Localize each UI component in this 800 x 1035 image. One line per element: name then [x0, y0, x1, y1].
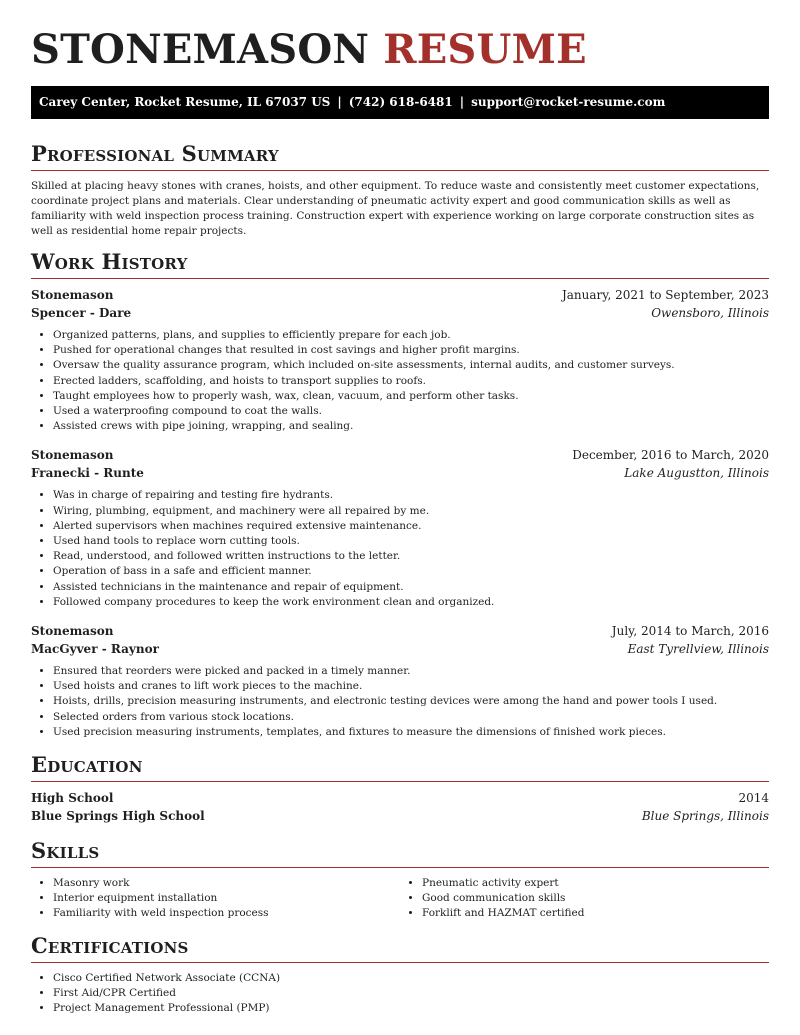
job-bullet: • Used hand tools to replace worn cutting tools.	[53, 534, 769, 549]
job-bullet: • Selected orders from various stock locations.	[53, 710, 769, 725]
education-school: Blue Springs High School	[31, 809, 205, 824]
job-bullet: • Assisted technicians in the maintenance and repair of equipment.	[53, 580, 769, 595]
job-bullet: • Oversaw the quality assurance program, which included on-site assessments, internal audits, and customer surveys.	[53, 358, 769, 373]
job-bullet: • Wiring, plumbing, equipment, and machinery were all repaired by me.	[53, 504, 769, 519]
job-dates: January, 2021 to September, 2023	[561, 288, 769, 302]
job-bullet: • Taught employees how to properly wash, wax, clean, vacuum, and perform other tasks.	[53, 389, 769, 404]
contact-address: Carey Center, Rocket Resume, IL 67037 US	[39, 95, 331, 109]
education-location: Blue Springs, Illinois	[641, 809, 769, 824]
skills-list-left	[31, 876, 400, 922]
job-entry	[31, 286, 769, 434]
skill-item: • Interior equipment installation	[53, 891, 400, 906]
job-title: Stonemason	[31, 624, 114, 639]
certifications-section	[31, 933, 769, 1017]
job-company: MacGyver - Raynor	[31, 642, 159, 657]
skills-list-right	[400, 876, 769, 922]
work-heading: Work History	[31, 249, 769, 279]
certification-item: • Project Management Professional (PMP)	[53, 1001, 769, 1016]
job-location: Lake Augustton, Illinois	[624, 466, 769, 481]
contact-separator: |	[337, 95, 342, 109]
skill-item: • Masonry work	[53, 876, 400, 891]
job-bullet: • Followed company procedures to keep the work environment clean and organized.	[53, 595, 769, 610]
job-company: Franecki - Runte	[31, 466, 144, 481]
job-company: Spencer - Dare	[31, 306, 132, 320]
job-bullet: • Pushed for operational changes that resulted in cost savings and higher profit margins.	[53, 343, 769, 358]
job-title: Stonemason	[31, 448, 114, 463]
job-bullet: • Used hoists and cranes to lift work pieces to the machine.	[53, 679, 769, 694]
job-bullet: • Used precision measuring instruments, templates, and fixtures to measure the dimensions of finished work pieces.	[53, 725, 769, 740]
education-heading: Education	[31, 752, 769, 782]
job-dates: December, 2016 to March, 2020	[572, 448, 769, 463]
skill-item: • Good communication skills	[422, 891, 769, 906]
title-main: STONEMASON	[31, 26, 370, 73]
job-bullets	[31, 488, 769, 610]
resume-title	[31, 0, 769, 86]
certifications-heading: Certifications	[31, 933, 769, 963]
summary-section	[31, 141, 769, 239]
job-dates: July, 2014 to March, 2016	[611, 624, 769, 639]
certification-item: • First Aid/CPR Certified	[53, 986, 769, 1001]
job-location: East Tyrellview, Illinois	[627, 642, 769, 657]
contact-phone: (742) 618-6481	[348, 95, 453, 109]
contact-separator: |	[459, 95, 465, 109]
certification-item: • Cisco Certified Network Associate (CCNA)	[53, 971, 769, 986]
job-bullets	[31, 328, 769, 434]
skills-heading: Skills	[31, 838, 769, 868]
contact-bar	[31, 86, 769, 119]
education-section	[31, 752, 769, 825]
education-year: 2014	[738, 791, 769, 806]
job-location: Owensboro, Illinois	[651, 306, 769, 320]
job-entry	[31, 622, 769, 740]
job-bullet: • Read, understood, and followed written instructions to the letter.	[53, 549, 769, 564]
job-bullet: • Hoists, drills, precision measuring instruments, and electronic testing devices were among the hand and power tools I used.	[53, 694, 769, 709]
education-degree: High School	[31, 791, 114, 806]
summary-text: Skilled at placing heavy stones with cranes, hoists, and other equipment. To reduce waste and consistently meet customer expectations, coordinate project plans and materials. Clear understanding of pneumatic activity expert and good communication skills as well as familiarity with weld inspection process training. Construction expert with experience working on large corporate construction sites as well as residential home repair projects.	[31, 180, 760, 237]
certifications-list	[31, 971, 769, 1017]
contact-email: support@rocket-resume.com	[471, 95, 666, 109]
skill-item: • Familiarity with weld inspection process	[53, 906, 400, 921]
skills-section	[31, 838, 769, 922]
skill-item: • Pneumatic activity expert	[422, 876, 769, 891]
skill-item: • Forklift and HAZMAT certified	[422, 906, 769, 921]
title-accent: RESUME	[383, 26, 587, 73]
job-bullet: • Ensured that reorders were picked and packed in a timely manner.	[53, 664, 769, 679]
job-bullet: • Erected ladders, scaffolding, and hoists to transport supplies to roofs.	[53, 374, 769, 389]
job-bullet: • Operation of bass in a safe and efficient manner.	[53, 564, 769, 579]
job-bullet: • Was in charge of repairing and testing fire hydrants.	[53, 488, 769, 503]
job-bullet: • Used a waterproofing compound to coat the walls.	[53, 404, 769, 419]
job-entry	[31, 446, 769, 610]
summary-heading: Professional Summary	[31, 141, 769, 171]
work-section	[31, 249, 769, 740]
job-bullet: • Assisted crews with pipe joining, wrapping, and sealing.	[53, 419, 769, 434]
job-bullets	[31, 664, 769, 740]
job-title: Stonemason	[31, 288, 114, 302]
job-bullet: • Alerted supervisors when machines required extensive maintenance.	[53, 519, 769, 534]
job-bullet: • Organized patterns, plans, and supplies to efficiently prepare for each job.	[53, 328, 769, 343]
